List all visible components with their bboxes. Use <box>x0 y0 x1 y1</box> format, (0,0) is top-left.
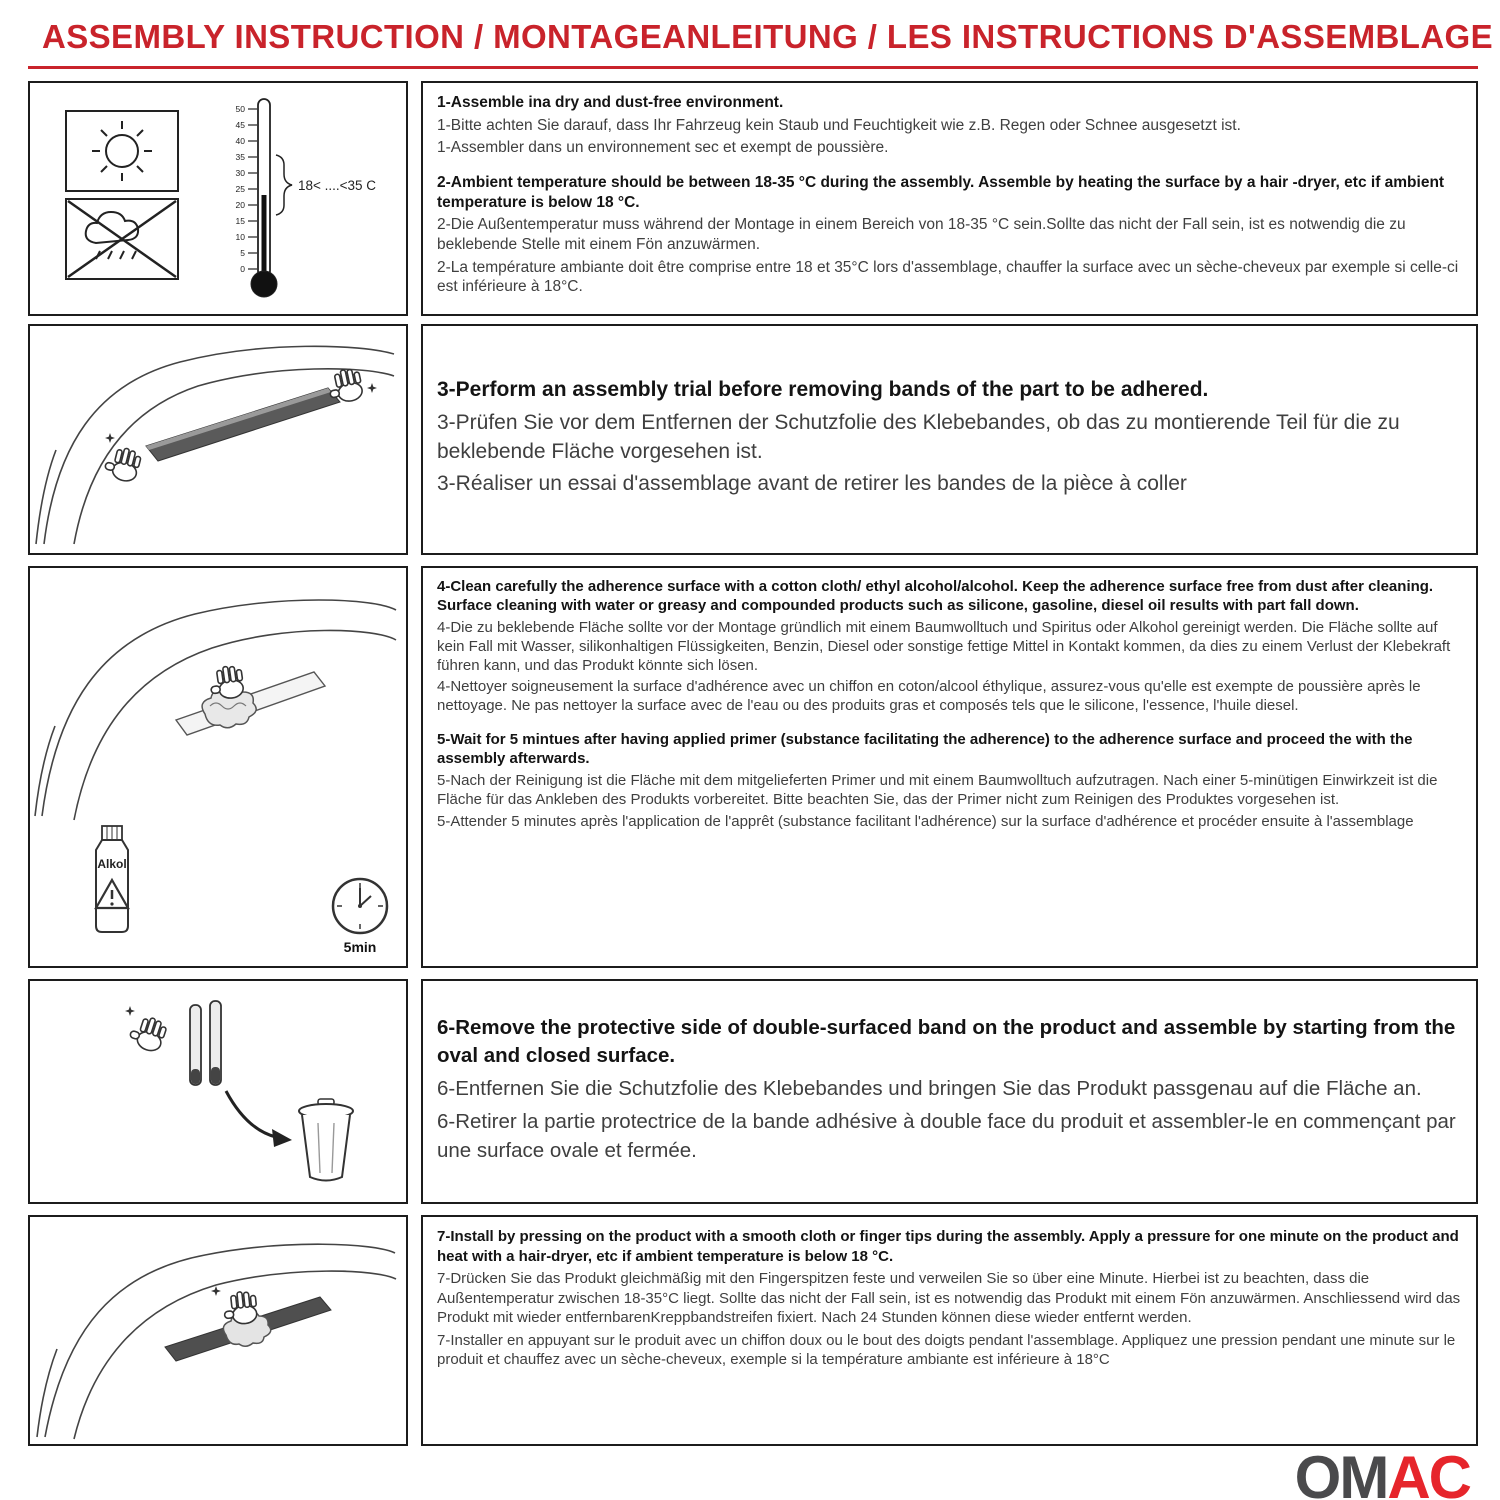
instruction-paragraph: 5-Wait for 5 mintues after having applied primer (substance facilitating the adherence) to the adherence surface and proceed the with the assembly afterwards. <box>437 731 1413 768</box>
instruction-paragraph: 2-La température ambiante doit être comprise entre 18 et 35°C lors d'assemblage, chauffer la surface avec un sèche-cheveux par exemple si celle-ci est inférieure à 18°C. <box>437 258 1459 296</box>
instruction-paragraph: 6-Retirer la partie protectrice de la bande adhésive à double face du produit et assembler-le en commençant par une surface ovale et fermée. <box>437 1109 1456 1162</box>
svg-text:0: 0 <box>240 264 245 274</box>
instruction-paragraph: 4-Nettoyer soigneusement la surface d'adhérence avec un chiffon en coton/alcool éthylique, assurez-vous qu'elle est exempte de poussière après le nettoyage. Ne pas nettoyer la surface avec de l'eau ou des produits gras et composés tels que le silicone, l'essence, l'huile diesel. <box>437 678 1421 715</box>
svg-text:45: 45 <box>235 120 245 130</box>
instruction-paragraph: 4-Die zu beklebende Fläche sollte vor der Montage gründlich mit einem Baumwolltuch und Spiritus oder Alkohol gereinigt werden. Die Fläche sollte auf kein Fall mit Wasser, silikonhaltigen Flüssigkeiten, Benzin, Diesel oder sonstige fettige Mittel in Kontakt kommen, da dies zu einem Verlust der Klebekraft führen kann, und das Produkt könnte sich lösen. <box>437 618 1451 674</box>
sparkle-icon <box>211 1286 221 1296</box>
no-rain-icon <box>66 199 178 279</box>
left-hand-icon <box>103 444 142 483</box>
instruction-text-1 <box>421 81 1478 316</box>
svg-text:5: 5 <box>240 248 245 258</box>
instruction-paragraph: 1-Bitte achten Sie darauf, dass Ihr Fahrzeug kein Staub und Feuchtigkeit wie z.B. Regen oder Schnee ausgesetzt ist. <box>437 116 1241 134</box>
instruction-row-4 <box>28 979 1478 1204</box>
instruction-paragraph: 2-Ambient temperature should be between 18-35 °C during the assembly. Assemble by heating the surface by a hair -dryer, etc if ambient temperature is below 18 °C. <box>437 174 1445 211</box>
sparkle-icon <box>367 383 377 393</box>
instruction-text-3 <box>421 566 1478 968</box>
tape-strips-icon <box>190 1001 221 1085</box>
omac-logo <box>1294 1444 1470 1500</box>
thermometer-icon <box>236 99 377 297</box>
clock-label: 5min <box>343 939 377 955</box>
clock-icon <box>333 879 387 955</box>
hand-icon <box>222 1290 258 1325</box>
svg-text:30: 30 <box>235 168 245 178</box>
brace <box>276 155 292 215</box>
illustration-box-cleaning <box>28 566 408 968</box>
hand-icon <box>127 1013 168 1053</box>
instruction-row-5 <box>28 1215 1478 1446</box>
page-title: ASSEMBLY INSTRUCTION / MONTAGEANLEITUNG / LES INSTRUCTIONS D'ASSEMBLAGE <box>42 18 1494 55</box>
instruction-paragraph: 2-Die Außentemperatur muss während der Montage in einem Bereich von 18-35 °C sein.Sollte das nicht der Fall sein, ist es notwendig die zu beklebende Stelle mit einem Fön anzuwärmen. <box>437 216 1406 254</box>
trash-can-icon <box>299 1099 353 1181</box>
instruction-paragraph: 1-Assemble ina dry and dust-free environment. <box>437 94 784 111</box>
alcohol-bottle-icon <box>96 826 128 932</box>
title-underline <box>28 66 1478 69</box>
instruction-row-3 <box>28 566 1478 968</box>
illustration-box-peel <box>28 979 408 1204</box>
temperature-range-label: 18< ....<35 C <box>298 178 377 193</box>
instruction-paragraph: 7-Installer en appuyant sur le produit avec un chiffon doux ou le bout des doigts pendant l'assemblage. Appliquez une pression pendant une minute sur le produit et chauffez avec un sèche-cheveux, exemple si la température ambiante est inférieure à 18°C <box>437 1331 1456 1368</box>
instruction-paragraph: 7-Install by pressing on the product with a smooth cloth or finger tips during the assembly. Apply a pressure for one minute on the product and heat with a hair-dryer, etc if ambient temperature is below 18 °C. <box>437 1228 1459 1265</box>
svg-text:40: 40 <box>235 136 245 146</box>
instruction-text-4 <box>421 979 1478 1204</box>
sparkle-icon <box>125 1006 135 1016</box>
svg-text:15: 15 <box>235 216 245 226</box>
instruction-text-2 <box>421 324 1478 555</box>
footer <box>28 1446 1478 1500</box>
instruction-row-1 <box>28 81 1478 316</box>
illustration-box-press <box>28 1215 408 1446</box>
instruction-paragraph: 3-Réaliser un essai d'assemblage avant de retirer les bandes de la pièce à coller <box>437 472 1187 496</box>
illustration-box-trial <box>28 324 408 555</box>
instruction-paragraph: 7-Drücken Sie das Produkt gleichmäßig mit den Fingerspitzen feste und verweilen Sie so über eine Minute. Hierbei ist zu beachten, dass die Außentemperatur zwischen 18-35°C liegt. Sollte das nicht der Fall sein, ist es notwendig das Produkt mit einem Fön anzuwärmen. Anschliessend wird das Produkt mit wieder entfernbarenKreppbandstreifen fixiert. Nach 24 Stunden können diese wieder entfernt werden. <box>437 1270 1461 1326</box>
instruction-paragraph: 6-Remove the protective side of double-surfaced band on the product and assemble by starting from the oval and closed surface. <box>437 1015 1456 1068</box>
arrow-icon <box>226 1091 292 1147</box>
instruction-text-5 <box>421 1215 1478 1446</box>
instruction-paragraph: 3-Prüfen Sie vor dem Entfernen der Schutzfolie des Klebebandes, ob das zu montierende Teil für die zu beklebende Fläche vorgesehen ist. <box>437 410 1400 463</box>
svg-text:35: 35 <box>235 152 245 162</box>
instruction-paragraph: 5-Nach der Reinigung ist die Fläche mit dem mitgelieferten Primer und mit einem Baumwolltuch aufzutragen. Nach einer 5-minütigen Einwirkzeit ist die Fläche für das Ankleben des Produkts vorbereitet. Bitte beachten Sie, das der Primer nicht zum Reinigen des Produktes vorgesehen ist. <box>437 772 1438 808</box>
instruction-paragraph: 5-Attender 5 minutes après l'application de l'apprêt (substance facilitant l'adhérence) sur la surface d'adhérence et procéder ensuite à l'assemblage <box>437 812 1414 830</box>
logo-a: A <box>1387 1444 1429 1500</box>
instruction-paragraph: 3-Perform an assembly trial before removing bands of the part to be adhered. <box>437 377 1209 401</box>
svg-text:10: 10 <box>235 232 245 242</box>
logo-c: C <box>1428 1444 1470 1500</box>
sparkle-icon <box>105 433 115 443</box>
logo-om: OM <box>1294 1444 1388 1500</box>
instruction-paragraph: 6-Entfernen Sie die Schutzfolie des Klebebandes und bringen Sie das Produkt passgenau auf die Fläche an. <box>437 1077 1422 1101</box>
instruction-paragraph: 4-Clean carefully the adherence surface with a cotton cloth/ ethyl alcohol/alcohol. Keep the adherence surface free from dust after cleaning. Surface cleaning with water or greasy and compounded products such as silicone, gasoline, diesel oil results with part fall down. <box>437 578 1434 614</box>
svg-text:25: 25 <box>235 184 245 194</box>
svg-text:50: 50 <box>235 104 245 114</box>
sun-icon <box>66 111 178 191</box>
svg-text:20: 20 <box>235 200 245 210</box>
instruction-row-2 <box>28 324 1478 555</box>
sill-strip <box>146 388 340 461</box>
illustration-box-environment <box>28 81 408 316</box>
instruction-paragraph: 1-Assembler dans un environnement sec et exempt de poussière. <box>437 139 889 157</box>
bottle-label: Alkol <box>97 857 127 871</box>
